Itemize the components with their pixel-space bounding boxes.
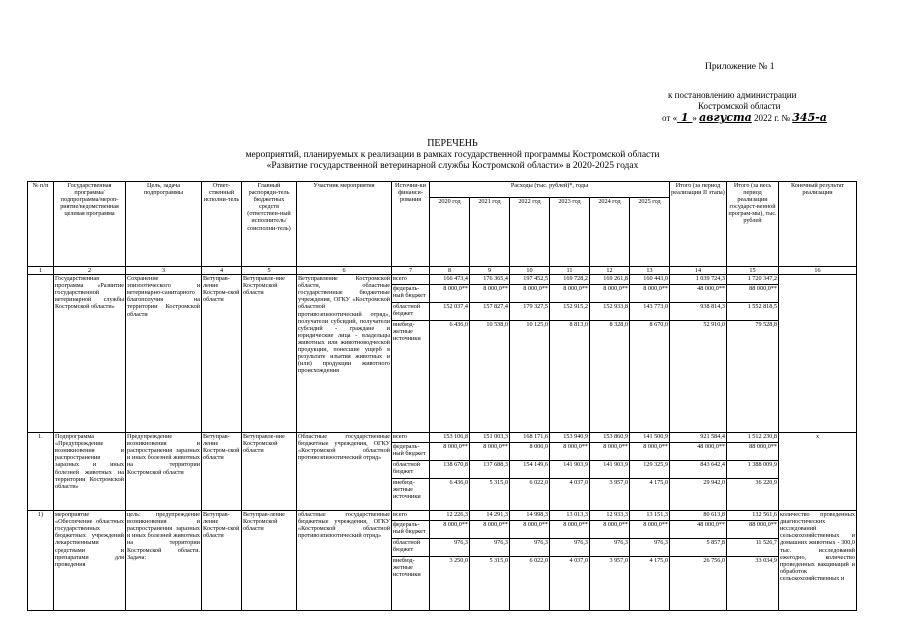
finance-values [670, 511, 727, 611]
finance-values [470, 511, 510, 611]
finance-value: 1 552 818,5 [727, 303, 778, 321]
resolution-date [662, 111, 827, 124]
finance-values [727, 433, 779, 511]
finance-values [550, 433, 590, 511]
table-row [28, 511, 857, 611]
header-source: Источни-ки финанси-рования [392, 182, 430, 267]
finance-value: 8 000,0** [550, 443, 589, 461]
header-year: 2023 год [550, 198, 590, 267]
date-year: 2022 г. № [751, 113, 793, 123]
finance-value: 8 328,0 [609, 321, 628, 329]
finance-value: 8 000,0** [430, 443, 469, 461]
finance-values [550, 275, 590, 433]
finance-value: 3 250,0 [449, 557, 468, 565]
finance-value: 8 000,0** [510, 521, 549, 539]
final-result [779, 275, 857, 433]
column-number: 11 [550, 267, 590, 275]
finance-value: 153 940,9 [550, 433, 589, 443]
finance-source-label: внебюд-жетные источники [393, 321, 421, 343]
finance-value: 154 149,6 [510, 461, 549, 479]
table-row [28, 275, 857, 433]
header-year: 2024 год [590, 198, 630, 267]
finance-value: 8 670,0 [649, 321, 668, 329]
finance-value: 137 688,3 [470, 461, 509, 479]
finance-value: 3 957,0 [609, 479, 628, 487]
finance-value: 938 814,3 [670, 303, 726, 321]
finance-value: 12 933,3 [590, 511, 629, 521]
finance-value: 8 000,0** [590, 285, 629, 303]
participant: областные государственные бюджетные учреждения, ОГКУ «Костромской областной противоэпизоотический отряд» [297, 511, 392, 611]
row-number: 1) [28, 511, 54, 611]
header-year: 2020 год [430, 198, 470, 267]
finance-source-label: внебюд-жетные источники [393, 479, 421, 501]
document-title: ПЕРЕЧЕНЬ [427, 138, 478, 149]
final-result: х [779, 433, 857, 511]
finance-value: 13 151,3 [630, 511, 669, 521]
finance-values [727, 511, 779, 611]
finance-values [510, 433, 550, 511]
finance-value: 151 003,3 [470, 433, 509, 443]
finance-values [430, 275, 470, 433]
finance-values [430, 511, 470, 611]
date-prefix: от « [662, 113, 678, 123]
finance-value: 33 034,9 [755, 557, 777, 565]
finance-value: 8 000,0** [470, 285, 509, 303]
finance-sources [392, 433, 430, 511]
finance-values [510, 511, 550, 611]
finance-source-label: областной бюджет [392, 539, 429, 557]
executor: Ветуправ-ление Костром-ской области [202, 275, 242, 433]
column-number: 7 [392, 267, 430, 275]
program-name: Подпрограмма «Предупреждение возникновения и распространения заразных и иных болезней животных на территории Костромской области» [54, 433, 126, 511]
header-year: 2025 год [630, 198, 670, 267]
document-subtitle-2: «Развитие государственной ветеринарной службы Костромской области» в 2020-2025 годах [266, 161, 639, 171]
finance-values [630, 511, 670, 611]
header-year: 2022 год [510, 198, 550, 267]
finance-value: 36 220,9 [755, 479, 777, 487]
column-number: 5 [242, 267, 297, 275]
finance-value: 8 000,0** [510, 285, 549, 303]
header-participant: Участник мероприятия [297, 182, 392, 267]
finance-value: 8 000,0** [630, 285, 669, 303]
table-row [28, 433, 857, 511]
resolution-label: к постановлению администрации [668, 90, 797, 100]
finance-value: 11 526,7 [727, 539, 778, 557]
finance-value: 48 000,0** [670, 443, 726, 461]
finance-values [550, 511, 590, 611]
header-expenses: Расходы (тыс. рублей)*, годы [430, 182, 670, 198]
participant: Ветуправление Костромской области, областные государственные бюджетные учреждения, ОГКУ «Костромской областной противоэпизоотический отряд», получатели субсидий, получатели субсидий - граждане и юридические лица - владельцы животных или животноводческой продукции, понесшие ущерб в результате изъятия животных и (или) продукции животного происхождения [297, 275, 392, 433]
executor: Ветуправ-ление Костром-ской области [202, 433, 242, 511]
finance-values [630, 275, 670, 433]
finance-value: 8 000,0** [430, 521, 469, 539]
table-body [28, 275, 857, 611]
header-total-all: Итого (за весь период реализации государст-венной програм-мы), тыс. рублей [727, 182, 779, 267]
goal-text: Сохранение эпизоотического и ветеринарно-санитарного благополучия на территории Костромской области [126, 275, 202, 433]
finance-source-label: областной бюджет [392, 461, 429, 479]
document-subtitle-1: мероприятий, планируемых к реализации в рамках государственной программы Костромской области [245, 150, 660, 160]
date-month: августа [699, 111, 752, 124]
header-chief: Главный распоряди-тель бюджетных средств (ответствен-ный исполнитель/ соисполни-тель) [242, 182, 297, 267]
finance-value: 141 500,9 [630, 433, 669, 443]
finance-value: 132 561,6 [727, 511, 778, 521]
finance-value: 8 000,0** [590, 443, 629, 461]
date-mid: » [692, 113, 700, 123]
column-number: 4 [202, 267, 242, 275]
header-no: № п/п [28, 182, 54, 267]
finance-value: 3 957,0 [609, 557, 628, 565]
chief-administrator: Ветуправ-ление Костромской области [242, 511, 297, 611]
finance-value: 4 037,0 [569, 479, 588, 487]
goal-text: цель: предупреждение возникновения и распространения заразных и иных болезней животных на территории Костромской области. Задача: [126, 511, 202, 611]
finance-value: 6 022,0 [529, 479, 548, 487]
finance-value: 4 175,0 [649, 557, 668, 565]
finance-value: 80 613,8 [670, 511, 726, 521]
finance-value: 8 000,0 [510, 443, 549, 461]
header-program: Государственная программа/ подпрограмма/мероп-риятие/ведомственная целевая программа [54, 182, 126, 267]
column-number: 10 [510, 267, 550, 275]
finance-value: 88 000,0** [727, 443, 778, 461]
chief-administrator: Ветуправле-ние Костромской области [242, 433, 297, 511]
finance-value: 5 315,0 [489, 557, 508, 565]
finance-values [470, 433, 510, 511]
finance-value: 976,3 [470, 539, 509, 557]
program-name: мероприятие «Обеспечение областных государственных бюджетных учреждений лекарственными средствами и препаратами для проведения [54, 511, 126, 611]
finance-values [630, 433, 670, 511]
goal-text: Предупреждение возникновения и распространения заразных и иных болезней животных на территории Костромской области [126, 433, 202, 511]
finance-value: 10 538,0 [486, 321, 508, 329]
appendix-label: Приложение № 1 [705, 62, 775, 72]
column-number: 15 [727, 267, 779, 275]
measures-table [27, 181, 857, 611]
header-executor: Ответ-ственный исполни-тель [202, 182, 242, 267]
finance-value: 141 903,9 [590, 461, 629, 479]
finance-value: 14 291,3 [470, 511, 509, 521]
row-number [28, 275, 54, 433]
finance-value: 12 226,3 [430, 511, 469, 521]
finance-value: 8 813,0 [569, 321, 588, 329]
finance-value: 152 933,8 [590, 303, 629, 321]
finance-sources [392, 511, 430, 611]
finance-source-label: всего [392, 433, 429, 443]
region-label: Костромской области [698, 101, 781, 111]
finance-value: 143 773,0 [630, 303, 669, 321]
finance-values [510, 275, 550, 433]
finance-value: 1 512 230,8 [727, 433, 778, 443]
finance-value: 152 915,2 [550, 303, 589, 321]
finance-value: 8 000,0** [550, 521, 589, 539]
finance-value: 8 000,0** [430, 285, 469, 303]
finance-value: 169 728,2 [550, 275, 589, 285]
header-result: Конечный результат реализации [779, 182, 857, 267]
finance-value: 166 473,4 [430, 275, 469, 285]
finance-values [670, 275, 727, 433]
column-number: 14 [670, 267, 727, 275]
finance-value: 14 998,3 [510, 511, 549, 521]
column-number: 2 [54, 267, 126, 275]
finance-source-label: федераль-ный бюджет [392, 285, 429, 303]
finance-value: 921 584,4 [670, 433, 726, 443]
finance-values [670, 433, 727, 511]
finance-value: 843 642,4 [670, 461, 726, 479]
chief-administrator: Ветуправле-ние Костромской области [242, 275, 297, 433]
finance-value: 179 327,5 [510, 303, 549, 321]
finance-value: 141 903,9 [550, 461, 589, 479]
finance-value: 1 388 009,9 [727, 461, 778, 479]
final-result: количество проведенных диагностических исследований сельскохозяйственных и домашних животных - 300,0 тыс. исследований ежегодно, количество проведенных вакцинаций и обработок сельскохозяйственных и [779, 511, 857, 611]
finance-value: 976,3 [630, 539, 669, 557]
finance-value: 88 000,0** [727, 521, 778, 539]
column-number: 16 [779, 267, 857, 275]
finance-value: 976,3 [590, 539, 629, 557]
program-name: Государственная программа «Развитие государственной ветеринарной службы Костромской области» [54, 275, 126, 433]
finance-value: 129 325,9 [630, 461, 669, 479]
finance-source-label: всего [392, 275, 429, 285]
column-number: 3 [126, 267, 202, 275]
date-day: 1 [677, 111, 693, 124]
finance-value: 8 000,0** [590, 521, 629, 539]
finance-value: 976,3 [510, 539, 549, 557]
finance-value: 79 528,8 [755, 321, 777, 329]
column-number-row [28, 267, 857, 275]
finance-source-label: внебюд-жетные источники [393, 557, 421, 579]
finance-value: 197 452,5 [510, 275, 549, 285]
finance-value: 5 857,8 [670, 539, 726, 557]
finance-values [590, 275, 630, 433]
finance-source-label: областной бюджет [392, 303, 429, 321]
column-number: 12 [590, 267, 630, 275]
header-goal: Цель, задача подпрограммы [126, 182, 202, 267]
finance-value: 10 125,0 [526, 321, 548, 329]
finance-value: 8 000,0** [630, 521, 669, 539]
finance-value: 8 000,0** [470, 443, 509, 461]
finance-values [430, 433, 470, 511]
row-number: 1. [28, 433, 54, 511]
finance-value: 13 013,3 [550, 511, 589, 521]
finance-sources [392, 275, 430, 433]
finance-value: 1 720 347,2 [727, 275, 778, 285]
participant: Областные государственные бюджетные учреждения, ОГКУ «Костромской областной противоэпизоотический отряд» [297, 433, 392, 511]
finance-value: 152 037,4 [430, 303, 469, 321]
finance-value: 1 039 724,3 [670, 275, 726, 285]
finance-value: 4 037,0 [569, 557, 588, 565]
column-number: 13 [630, 267, 670, 275]
finance-source-label: федераль-ный бюджет [392, 521, 429, 539]
finance-value: 168 171,6 [510, 433, 549, 443]
finance-value: 153 106,8 [430, 433, 469, 443]
header-total-stage: Итого (за период реализации II этапа) [670, 182, 727, 267]
finance-value: 169 261,8 [590, 275, 629, 285]
finance-source-label: всего [392, 511, 429, 521]
executor: Ветуправ-ление Костром-ской области [202, 511, 242, 611]
finance-value: 976,3 [430, 539, 469, 557]
finance-value: 6 436,0 [449, 479, 468, 487]
finance-value: 4 175,0 [649, 479, 668, 487]
finance-values [590, 433, 630, 511]
finance-value: 5 315,0 [489, 479, 508, 487]
finance-value: 8 000,0** [550, 285, 589, 303]
column-number: 6 [297, 267, 392, 275]
finance-value: 157 827,4 [470, 303, 509, 321]
finance-value: 8 000,0** [470, 521, 509, 539]
finance-value: 138 670,8 [430, 461, 469, 479]
finance-value: 976,3 [550, 539, 589, 557]
finance-value: 48 000,0** [670, 285, 726, 303]
finance-value: 29 942,0 [703, 479, 725, 487]
finance-value: 6 022,0 [529, 557, 548, 565]
finance-values [727, 275, 779, 433]
table-header-row [28, 182, 857, 198]
column-number: 1 [28, 267, 54, 275]
finance-value: 6 436,0 [449, 321, 468, 329]
finance-value: 176 365,4 [470, 275, 509, 285]
finance-source-label: федераль-ный бюджет [392, 443, 429, 461]
column-number: 8 [430, 267, 470, 275]
resolution-number: 345-а [792, 111, 827, 124]
finance-value: 26 756,0 [703, 557, 725, 565]
finance-values [470, 275, 510, 433]
finance-value: 160 443,0 [630, 275, 669, 285]
header-year: 2021 год [470, 198, 510, 267]
finance-value: 153 860,9 [590, 433, 629, 443]
finance-value: 8 000,0** [630, 443, 669, 461]
finance-value: 48 000,0** [670, 521, 726, 539]
column-number: 9 [470, 267, 510, 275]
finance-value: 52 910,0 [703, 321, 725, 329]
finance-value: 88 000,0** [727, 285, 778, 303]
finance-values [590, 511, 630, 611]
